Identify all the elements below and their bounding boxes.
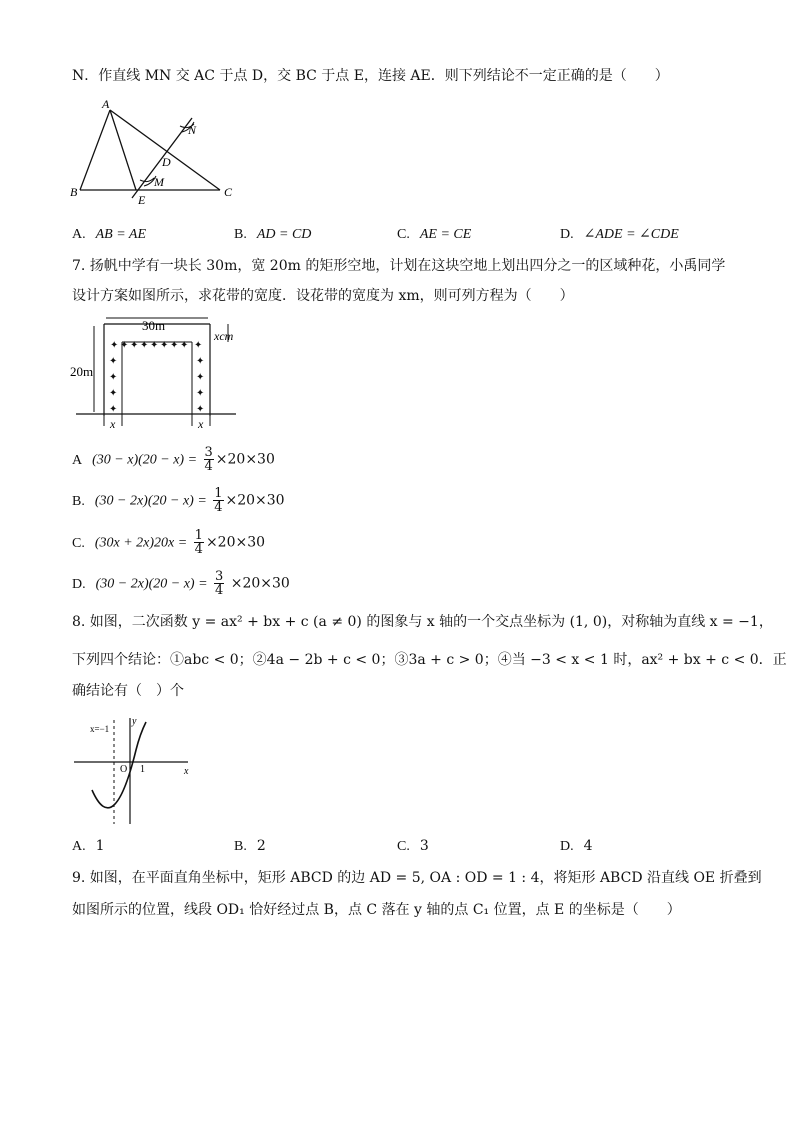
svg-text:✦: ✦: [150, 340, 159, 351]
label-origin: O: [120, 764, 128, 775]
q7-stem-line1: 7. 扬帆中学有一块长 30m，宽 20m 的矩形空地，计划在这块空地上划出四分之一的区域种花，小禹同学: [72, 258, 726, 274]
q9-stem-line1: 9. 如图，在平面直角坐标中，矩形 ABCD 的边 AD = 5, OA : OD = 1 : 4，将矩形 ABCD 沿直线 OE 折叠到: [72, 870, 762, 886]
q6-option-b[interactable]: B. AD = CD: [234, 227, 312, 242]
label-n: N: [188, 123, 197, 137]
svg-text:✦: ✦: [140, 340, 149, 351]
q8-figure: [70, 712, 200, 830]
svg-text:✦: ✦: [196, 388, 205, 399]
q7-option-d[interactable]: D. (30 − 2x)(20 − x) = $\frac{3}{4}$ ×20×30: [72, 569, 290, 598]
svg-text:✦: ✦: [160, 340, 169, 351]
segment-ab: [80, 110, 110, 190]
q8-stem-line3: 确结论有（ ）个: [72, 683, 184, 699]
q8-option-c[interactable]: C. 3: [397, 838, 429, 854]
svg-text:✦: ✦: [120, 340, 129, 351]
label-d: D: [162, 155, 171, 169]
q6-option-a[interactable]: A. AB = AE: [72, 227, 147, 242]
label-c: C: [224, 185, 233, 199]
svg-text:✦: ✦: [196, 356, 205, 367]
q8-option-d[interactable]: D. 4: [560, 838, 593, 854]
fraction: $\frac{3}{4}$: [215, 569, 224, 598]
q6-option-d[interactable]: D. ∠ADE = ∠CDE: [560, 227, 679, 242]
segment-ac: [110, 110, 220, 190]
parabola: [92, 722, 146, 808]
svg-text:✦: ✦: [170, 340, 179, 351]
label-a: A: [102, 97, 110, 111]
q8-stem-line2: 下列四个结论：①abc < 0；②4a − 2b + c < 0；③3a + c > 0；④当 −3 < x < 1 时，ax² + bx + c < 0．正: [72, 652, 787, 668]
label-b: B: [70, 185, 78, 199]
svg-text:✦: ✦: [180, 340, 189, 351]
label-length: 30m: [142, 318, 166, 333]
label-one: 1: [140, 764, 145, 775]
q8-option-a[interactable]: A. 1: [72, 838, 105, 854]
q7-figure: [68, 314, 248, 430]
label-symmetry: x=−1: [90, 724, 110, 734]
q6-option-c[interactable]: C. AE = CE: [397, 227, 472, 242]
q7-stem-line2: 设计方案如图所示，求花带的宽度．设花带的宽度为 xm，则可列方程为（ ）: [72, 288, 574, 304]
svg-text:✦: ✦: [109, 372, 118, 383]
q7-option-a[interactable]: A (30 − x)(20 − x) = $\frac{3}{4}$ ×20×30: [72, 445, 275, 474]
svg-text:✦: ✦: [109, 388, 118, 399]
svg-text:✦: ✦: [109, 404, 118, 415]
fraction: $\frac{1}{4}$: [194, 528, 203, 557]
svg-text:✦: ✦: [196, 372, 205, 383]
label-y: y: [132, 716, 137, 727]
flower-marks: [109, 340, 204, 415]
fraction: $\frac{3}{4}$: [204, 445, 213, 474]
q7-option-c[interactable]: C. (30x + 2x)20x = $\frac{1}{4}$ ×20×30: [72, 528, 266, 557]
q8-stem-line1: 8. 如图，二次函数 y = ax² + bx + c (a ≠ 0) 的图象与 x 轴的一个交点坐标为 (1, 0)，对称轴为直线 x = −1，: [72, 614, 773, 630]
label-x-left: x: [110, 417, 116, 430]
svg-text:✦: ✦: [196, 404, 205, 415]
label-e: E: [138, 193, 146, 207]
label-m: M: [154, 175, 164, 189]
svg-text:✦: ✦: [110, 340, 119, 351]
q6-stem: N．作直线 MN 交 AC 于点 D，交 BC 于点 E，连接 AE．则下列结论不一定正确的是（ ）: [72, 68, 669, 84]
q9-stem-line2: 如图所示的位置，线段 OD₁ 恰好经过点 B，点 C 落在 y 轴的点 C₁ 位置，点 E 的坐标是（ ）: [72, 902, 681, 918]
svg-text:✦: ✦: [109, 356, 118, 367]
label-width: 20m: [70, 364, 94, 379]
svg-text:✦: ✦: [130, 340, 139, 351]
q6-figure: [68, 96, 248, 208]
label-band: xcm: [214, 329, 234, 343]
svg-text:✦: ✦: [194, 340, 203, 351]
q7-option-b[interactable]: B. (30 − 2x)(20 − x) = $\frac{1}{4}$ ×20×30: [72, 486, 285, 515]
label-x: x: [184, 766, 189, 777]
q8-option-b[interactable]: B. 2: [234, 838, 266, 854]
segment-ae: [110, 110, 136, 190]
fraction: $\frac{1}{4}$: [214, 486, 223, 515]
label-x-right: x: [198, 417, 204, 430]
